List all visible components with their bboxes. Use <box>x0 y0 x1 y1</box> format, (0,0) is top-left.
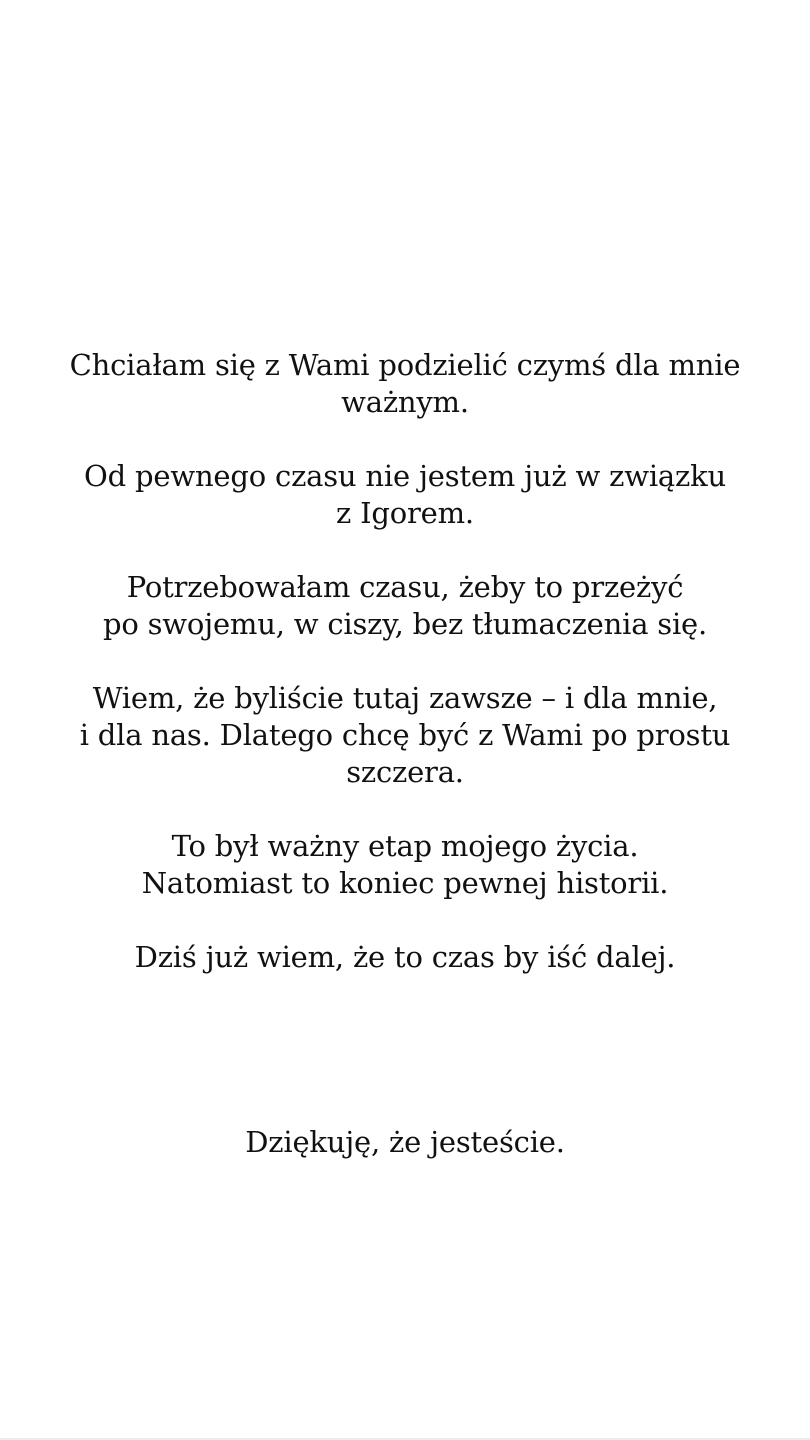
paragraph-spacer <box>0 643 810 680</box>
paragraph-spacer <box>0 902 810 939</box>
paragraph-intro <box>0 347 810 421</box>
paragraph-moving-on <box>0 939 810 976</box>
text-line: Dziękuję, że jesteście. <box>245 1125 565 1159</box>
text-line: Wiem, że byliście tutaj zawsze – i dla mnie, <box>92 681 718 715</box>
text-line: Chciałam się z Wami podzielić czymś dla mnie <box>69 348 741 382</box>
message-text-block <box>0 347 810 1161</box>
text-line: szczera. <box>346 755 464 789</box>
text-line: Natomiast to koniec pewnej historii. <box>141 866 669 900</box>
paragraph-spacer <box>0 791 810 828</box>
text-line: Od pewnego czasu nie jestem już w związku <box>84 459 726 493</box>
text-line: ważnym. <box>341 385 469 419</box>
text-line: To był ważny etap mojego życia. <box>171 829 639 863</box>
paragraph-chapter <box>0 828 810 902</box>
paragraph-spacer-large <box>0 1050 810 1124</box>
text-line: Dziś już wiem, że to czas by iść dalej. <box>134 940 676 974</box>
paragraph-time <box>0 569 810 643</box>
paragraph-support <box>0 680 810 791</box>
paragraph-spacer <box>0 532 810 569</box>
text-line: Potrzebowałam czasu, żeby to przeżyć <box>126 570 684 604</box>
paragraph-spacer-large <box>0 976 810 1050</box>
paragraph-relationship <box>0 458 810 532</box>
text-line: po swojemu, w ciszy, bez tłumaczenia się. <box>102 607 708 641</box>
text-line: z Igorem. <box>336 496 474 530</box>
paragraph-thanks <box>0 1124 810 1161</box>
paragraph-spacer <box>0 421 810 458</box>
text-line: i dla nas. Dlatego chcę być z Wami po prostu <box>79 718 731 752</box>
